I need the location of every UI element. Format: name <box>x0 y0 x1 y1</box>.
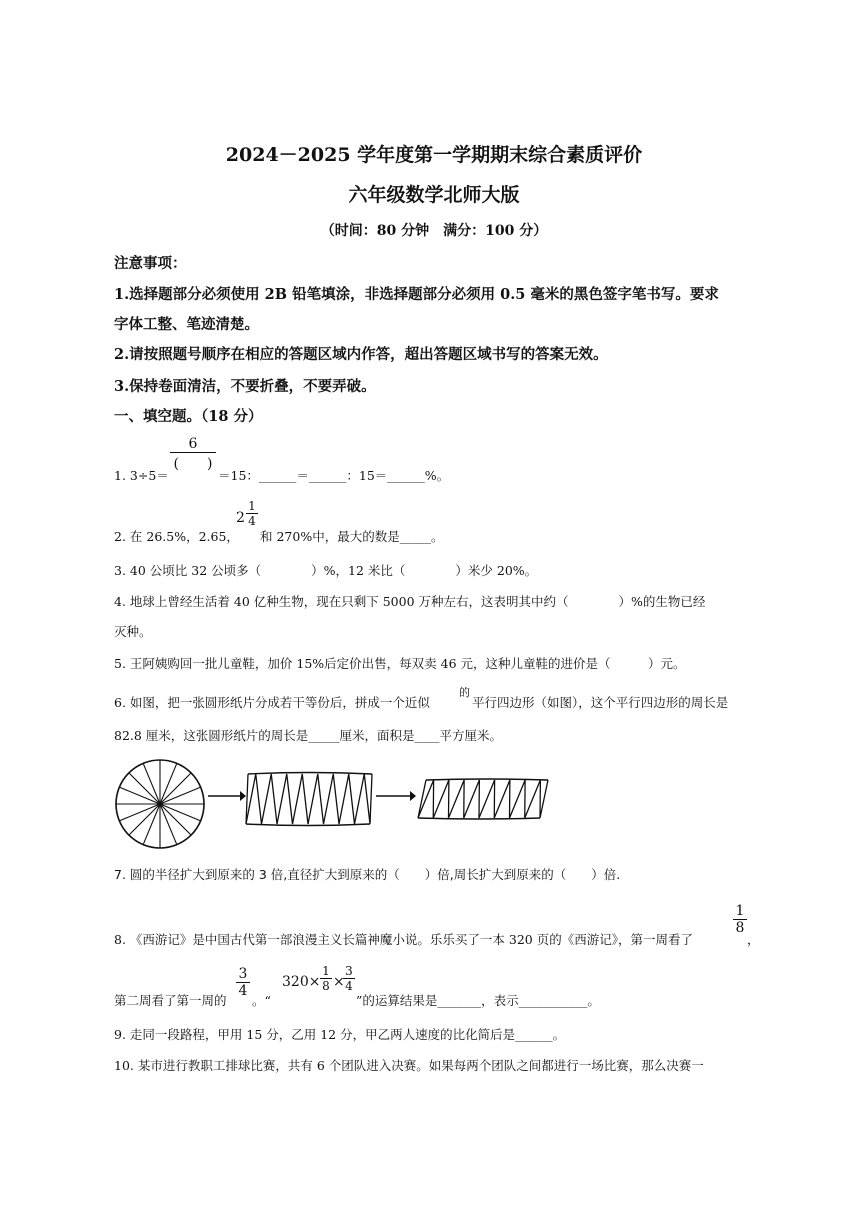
sector-line <box>129 773 160 804</box>
q8-expression-fraction-2 <box>343 964 355 993</box>
q8-expression-fraction-2-numerator: 3 <box>345 964 353 978</box>
q8-fraction-1-denominator: 8 <box>733 919 747 936</box>
q8-comma: ， <box>747 932 760 947</box>
q2-suffix: 和 270%中，最大的数是_____。 <box>260 529 444 544</box>
q8-line1: 8. 《西游记》是中国古代第一部浪漫主义长篇神魔小说。乐乐买了一本 320 页的《西游记》，第一周看了 <box>114 932 693 947</box>
q2-fraction-denominator: 4 <box>246 513 258 528</box>
q4-line1: 4. 地球上曾经生活着 40 亿种生物，现在只剩下 5000 万种左右，这表明其中约（ ）%的生物已经 <box>114 594 706 609</box>
zigzag-line <box>418 780 548 818</box>
q1-suffix: ＝15：______＝______：15＝______%。 <box>218 468 450 483</box>
q8-expression-times: × <box>333 974 345 990</box>
q6-line1a: 6. 如图，把一张圆形纸片分成若干等份后，拼成一个近似 <box>114 695 430 710</box>
arrow-1-icon <box>206 789 246 803</box>
q4-line2: 灭种。 <box>114 624 152 639</box>
exam-info: （时间：80 分钟 满分：100 分） <box>320 223 548 239</box>
parallelogram-figure <box>414 774 549 824</box>
q3: 3. 40 公顷比 32 公顷多（ ）%，12 米比（ ）米少 20%。 <box>114 563 538 578</box>
q1-fraction <box>170 436 216 473</box>
q8-fraction-2-numerator: 3 <box>238 966 248 982</box>
q2-fraction <box>246 499 258 528</box>
notes-heading: 注意事项： <box>114 255 187 272</box>
section-1-heading: 一、填空题。（18 分） <box>114 408 263 425</box>
q8-fraction-2 <box>236 966 250 999</box>
q2-mixed-whole: 2 <box>236 510 245 526</box>
q8-fraction-2-denominator: 4 <box>236 982 250 999</box>
q8-expression-fraction-1 <box>320 964 332 993</box>
bottom-edge <box>246 824 370 826</box>
arrow-2-icon <box>374 789 416 803</box>
q10: 10. 某市进行教职工排球比赛，共有 6 个团队进入决赛。如果每两个团队之间都进行一场比赛，那么决赛一 <box>114 1058 704 1073</box>
note-1-line2: 字体工整、笔迹清楚。 <box>114 316 259 333</box>
q1-fraction-numerator: 6 <box>188 436 198 452</box>
q6-superscript: 的 <box>459 686 470 699</box>
q5: 5. 王阿姨购回一批儿童鞋，加价 15%后定价出售，每双卖 46 元，这种儿童鞋的进价是（ ）元。 <box>114 656 686 671</box>
q2-fraction-numerator: 1 <box>248 499 256 513</box>
note-3: 3.保持卷面清洁，不要折叠，不要弄破。 <box>114 378 376 395</box>
q2-prefix: 2. 在 26.5%，2.65， <box>114 529 239 544</box>
circle-figure <box>112 756 208 852</box>
note-1-line1: 1.选择题部分必须使用 2B 铅笔填涂，非选择题部分必须用 0.5 毫米的黑色签字笔书写。要求 <box>114 286 719 303</box>
q8-expression-fraction-1-denominator: 8 <box>320 978 332 993</box>
zigzag-rectangle-figure <box>242 768 377 830</box>
q8-fraction-1-numerator: 1 <box>735 903 745 919</box>
circle-sector-lines <box>116 760 204 848</box>
q8-line2c: ”的运算结果是_______，表示___________。 <box>356 993 600 1008</box>
q1-fraction-denominator: ( ) <box>170 452 216 473</box>
exam-title: 2024－2025 学年度第一学期期末综合素质评价 <box>225 144 643 166</box>
q8-expression-fraction-1-numerator: 1 <box>322 964 330 978</box>
note-2: 2.请按照题号顺序在相应的答题区域内作答，超出答题区域书写的答案无效。 <box>114 346 608 363</box>
zigzag-line <box>246 774 372 824</box>
bottom-edge <box>418 818 540 819</box>
q6-line2: 82.8 厘米，这张圆形纸片的周长是_____厘米，面积是____平方厘米。 <box>114 728 503 743</box>
top-edge <box>426 779 548 780</box>
sector-line <box>160 804 191 835</box>
q1-prefix: 1. 3÷5＝ <box>114 468 169 483</box>
q8-fraction-1 <box>733 903 747 936</box>
parallelogram-triangles <box>418 779 548 819</box>
q9: 9. 走同一段路程，甲用 15 分，乙用 12 分，甲乙两人速度的比化简后是______。 <box>114 1027 566 1042</box>
sector-line <box>160 773 191 804</box>
q6-line1b: 平行四边形（如图），这个平行四边形的周长是 <box>472 695 729 710</box>
q8-expression-fraction-2-denominator: 4 <box>343 978 355 993</box>
q8-line2a: 第二周看了第一周的 <box>114 993 227 1008</box>
sector-line <box>129 804 160 835</box>
rectangle-triangles <box>246 773 372 826</box>
q8-expression-a: 320× <box>282 974 321 990</box>
exam-subtitle: 六年级数学北师大版 <box>348 184 520 206</box>
top-edge <box>248 773 372 775</box>
q8-line2b: 。“ <box>252 993 271 1008</box>
q7: 7. 圆的半径扩大到原来的 3 倍,直径扩大到原来的（ ）倍,周长扩大到原来的（ ）倍. <box>114 867 621 882</box>
